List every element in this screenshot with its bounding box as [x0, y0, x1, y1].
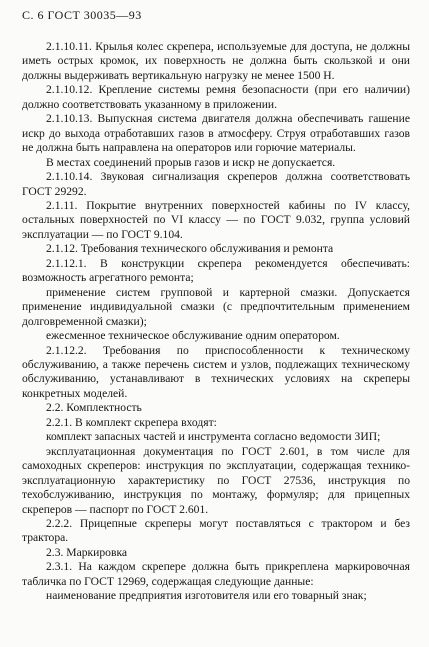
paragraph-manufacturer-name: наименование предприятия изготовителя или его товарный знак; [46, 589, 367, 603]
paragraph-2-1-10-12: 2.1.10.12. Крепление системы ремня безопасности (при его наличии) должно соответствовать указанному в приложении. [22, 83, 410, 111]
document-body [22, 40, 410, 604]
paragraph-2-2-2: 2.2.2. Прицепные скреперы могут поставляться с трактором и без трактора. [22, 516, 410, 545]
paragraph-2-1-10-14: 2.1.10.14. Звуковая сигнализация скреперов должна соответствовать ГОСТ 29292. [22, 170, 410, 198]
heading-2-1-12: 2.1.12. Требования технического обслуживания и ремонта [46, 242, 334, 256]
paragraph-2-2-1: 2.2.1. В комплект скрепера входят: [46, 415, 217, 429]
paragraph-lubrication: применение систем групповой и картерной смазки. Допускается применение индивидуальной смазки (с предпочтительным применением долговременной смазки); [22, 285, 410, 328]
paragraph-2-1-11: 2.1.11. Покрытие внутренних поверхностей кабины по IV классу, остальных поверхностей по VI классу — по ГОСТ 9.032, группа условий эксплуатации — по ГОСТ 9.104. [22, 198, 410, 241]
paragraph-documentation: эксплуатационная документация по ГОСТ 2.601, в том числе для самоходных скреперов: инструкция по эксплуатации, содержащая технико-эксплуатационную характеристику по ГОСТ 27536, инструкция по техобслуживанию, инструкция по монтажу, формуляр; для прицепных скреперов — паспорт по ГОСТ 2.601. [22, 444, 410, 516]
heading-2-3: 2.3. Маркировка [46, 545, 128, 559]
paragraph-2-1-12-1: 2.1.12.1. В конструкции скрепера рекомендуется обеспечивать: возможность агрегатного ремонта; [22, 256, 410, 285]
paragraph-gas-breakthrough: В местах соединений прорыв газов и искр не допускается. [46, 155, 336, 169]
page-header: С. 6 ГОСТ 30035—93 [22, 8, 142, 22]
paragraph-spare-parts: комплект запасных частей и инструмента согласно ведомости ЗИП; [46, 430, 381, 444]
paragraph-2-3-1: 2.3.1. На каждом скрепере должна быть прикреплена маркировочная табличка по ГОСТ 12969, содержащая следующие данные: [22, 560, 410, 588]
heading-2-2: 2.2. Комплектность [46, 401, 142, 415]
paragraph-2-1-10-13: 2.1.10.13. Выпускная система двигателя должна обеспечивать гашение искр до выхода отработавших газов в атмосферу. Струя отработавших газов не должна быть направлена на операторов или горючие материалы. [22, 112, 410, 155]
paragraph-daily-maintenance: ежесменное техническое обслуживание одним оператором. [46, 329, 340, 343]
paragraph-2-1-10-11: 2.1.10.11. Крылья колес скрепера, используемые для доступа, не должны иметь острых кромок, их поверхность не должна быть скользкой и они должны выдерживать вертикальную нагрузку не менее 1500 Н. [22, 40, 410, 82]
paragraph-2-1-12-2: 2.1.12.2. Требования по приспособленности к техническому обслуживанию, а также перечень систем и узлов, подлежащих техническому обслуживанию, устанавливают в технических условиях на скреперы конкретных моделей. [22, 343, 410, 400]
